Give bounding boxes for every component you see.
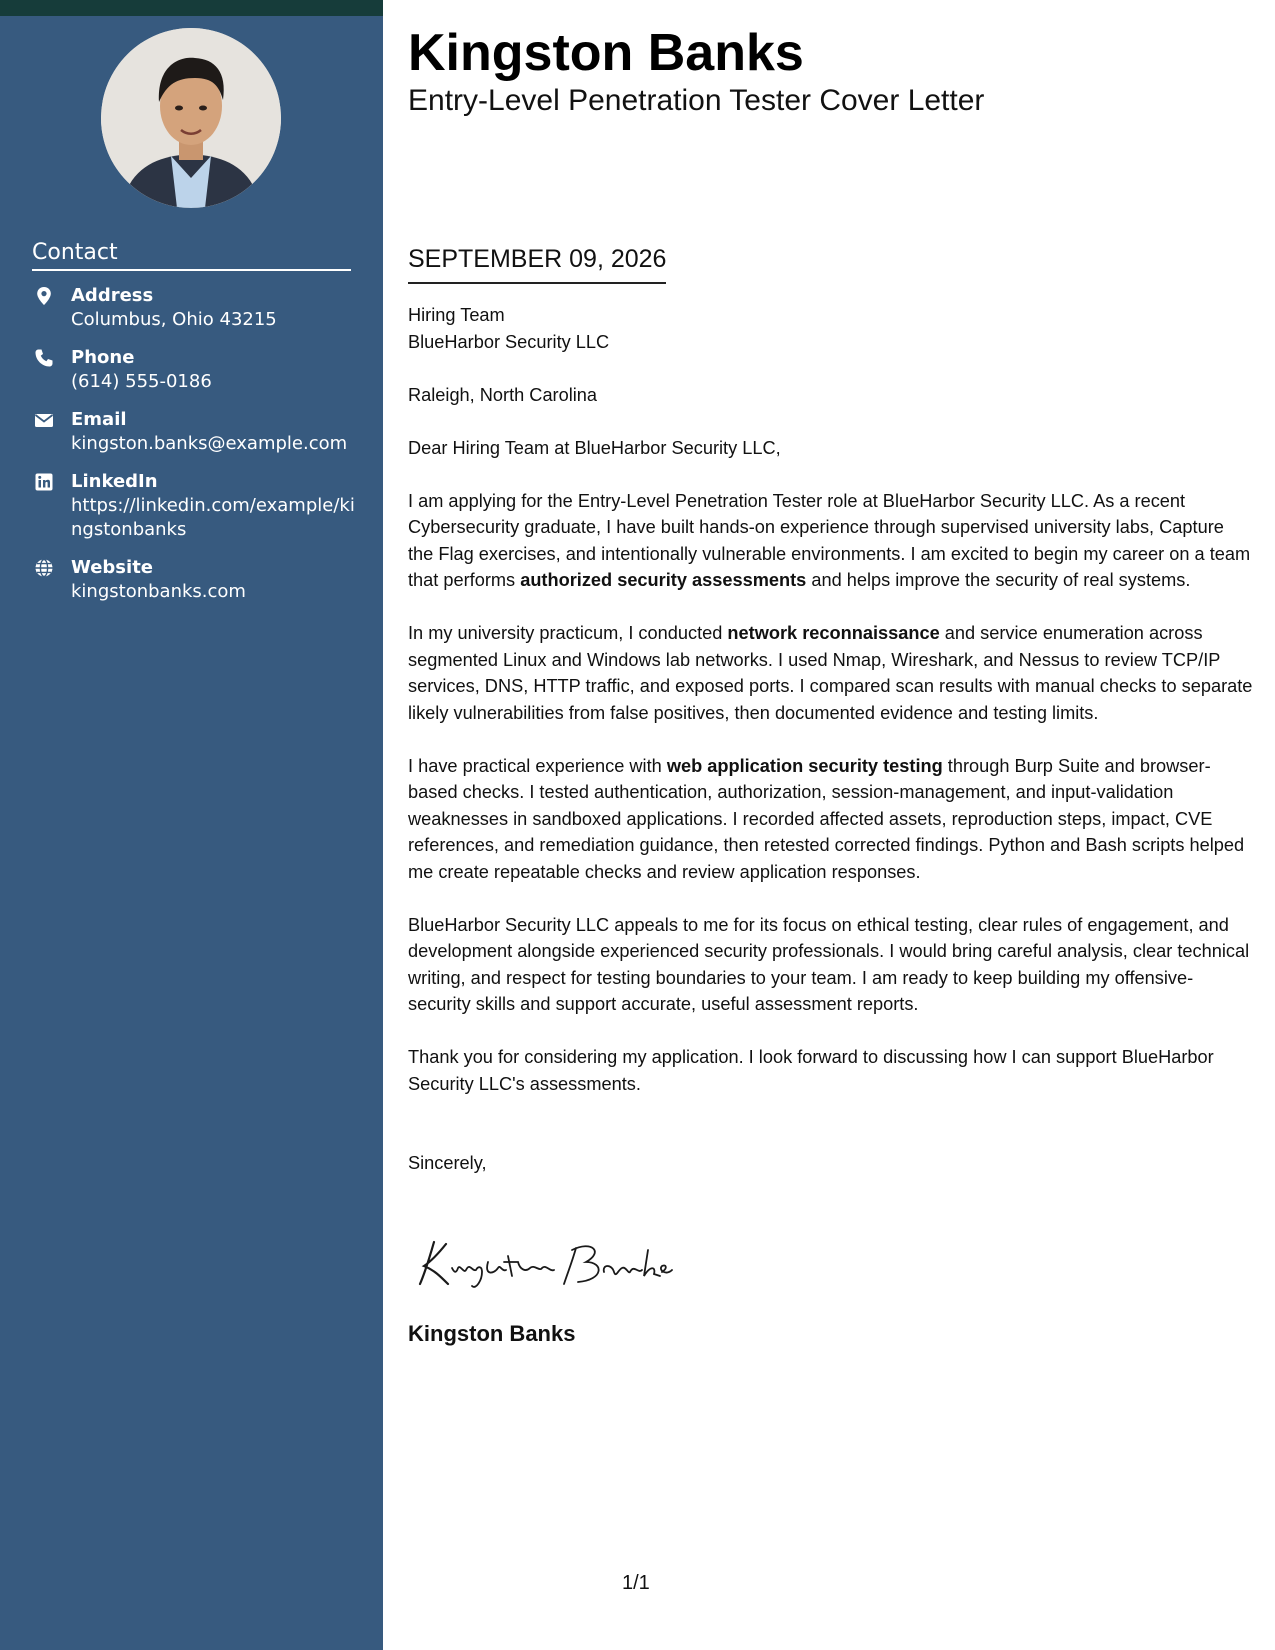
- signed-name: Kingston Banks: [408, 1321, 576, 1346]
- paragraph-1: [408, 488, 1253, 594]
- letter-date: SEPTEMBER 09, 2026: [408, 242, 666, 284]
- recipient-line: Hiring Team: [408, 305, 505, 325]
- contact-item-website: [32, 556, 362, 604]
- paragraph-text: and service enumeration across segmented Linux and Windows lab networks. I used Nmap, Wireshark, and Nessus to review TCP/IP services, DNS, HTTP traffic, and exposed ports. I compared scan results with manual checks to separate likely vulnerabilities from false positives, then documented evidence and testing limits.: [408, 623, 1253, 723]
- contact-label: Phone: [71, 347, 135, 368]
- envelope-icon: [34, 410, 54, 430]
- avatar: [101, 28, 281, 208]
- paragraph-emphasis: network reconnaissance: [727, 623, 940, 643]
- document-subtitle: Entry-Level Penetration Tester Cover Letter: [408, 84, 985, 117]
- recipient-company: BlueHarbor Security LLC: [408, 331, 610, 352]
- phone-value: (614) 555-0186: [71, 371, 212, 392]
- contact-label: LinkedIn: [71, 471, 158, 492]
- website-value[interactable]: kingstonbanks.com: [71, 581, 246, 602]
- linkedin-value[interactable]: https://linkedin.com/example/kingstonbanks: [71, 495, 355, 540]
- contact-item-phone: [32, 346, 362, 394]
- contact-item-email: [32, 408, 362, 456]
- map-pin-icon: [34, 286, 54, 306]
- salutation: Dear Hiring Team at BlueHarbor Security LLC,: [408, 437, 781, 458]
- contact-label: Address: [71, 285, 154, 306]
- contact-item-linkedin: [32, 470, 362, 542]
- paragraph-2: [408, 620, 1253, 726]
- paragraph-5: Thank you for considering my application. I look forward to discussing how I can support BlueHarbor Security LLC's assessments.: [408, 1047, 1214, 1094]
- top-accent-bar: [0, 0, 383, 16]
- recipient-location: Raleigh, North Carolina: [408, 384, 598, 405]
- email-value: kingston.banks@example.com: [71, 433, 348, 454]
- address-value: Columbus, Ohio 43215: [71, 309, 277, 330]
- phone-icon: [34, 348, 54, 368]
- contact-label: Website: [71, 557, 154, 578]
- paragraph-emphasis: authorized security assessments: [520, 570, 807, 590]
- contact-label: Email: [71, 409, 127, 430]
- letter-body: [408, 302, 1253, 1177]
- closing: Sincerely,: [408, 1153, 487, 1173]
- page-number: 1/1: [622, 1572, 650, 1594]
- paragraph-text: I have practical experience with: [408, 755, 667, 776]
- paragraph-text: through Burp Suite and browser-based checks. I tested authentication, authorization, session-management, and input-validation weaknesses in sandboxed applications. I recorded affected assets, reproduction steps, impact, CVE references, and remediation guidance, then retested corrected findings. Python and Bash scripts helped me create repeatable checks and review application responses.: [408, 755, 1245, 882]
- paragraph-text: and helps improve the security of real systems.: [806, 570, 1191, 590]
- contact-item-address: [32, 284, 362, 332]
- applicant-name: Kingston Banks: [408, 24, 804, 82]
- paragraph-emphasis: web application security testing: [666, 755, 943, 776]
- globe-icon: [34, 558, 54, 578]
- paragraph-text: I am applying for the Entry-Level Penetration Tester role at BlueHarbor Security LLC. As a recent Cybersecurity graduate, I have built hands-on experience through supervised university labs, Capture the Flag exercises, and intentionally vulnerable environments. I am excited to begin my career on a team that performs: [408, 490, 1251, 590]
- sidebar: [0, 16, 383, 1650]
- handwritten-signature: [408, 1228, 678, 1298]
- paragraph-3: [408, 753, 1253, 886]
- linkedin-icon: [34, 472, 54, 492]
- paragraph-4: BlueHarbor Security LLC appeals to me for its focus on ethical testing, clear rules of engagement, and development alongside experienced security professionals. I would bring careful analysis, clear technical writing, and respect for testing boundaries to your team. I am ready to keep building my offensive-security skills and support accurate, useful assessment reports.: [408, 914, 1250, 1014]
- contact-list: [32, 284, 362, 618]
- contact-heading: Contact: [32, 240, 351, 271]
- paragraph-text: In my university practicum, I conducted: [408, 623, 728, 643]
